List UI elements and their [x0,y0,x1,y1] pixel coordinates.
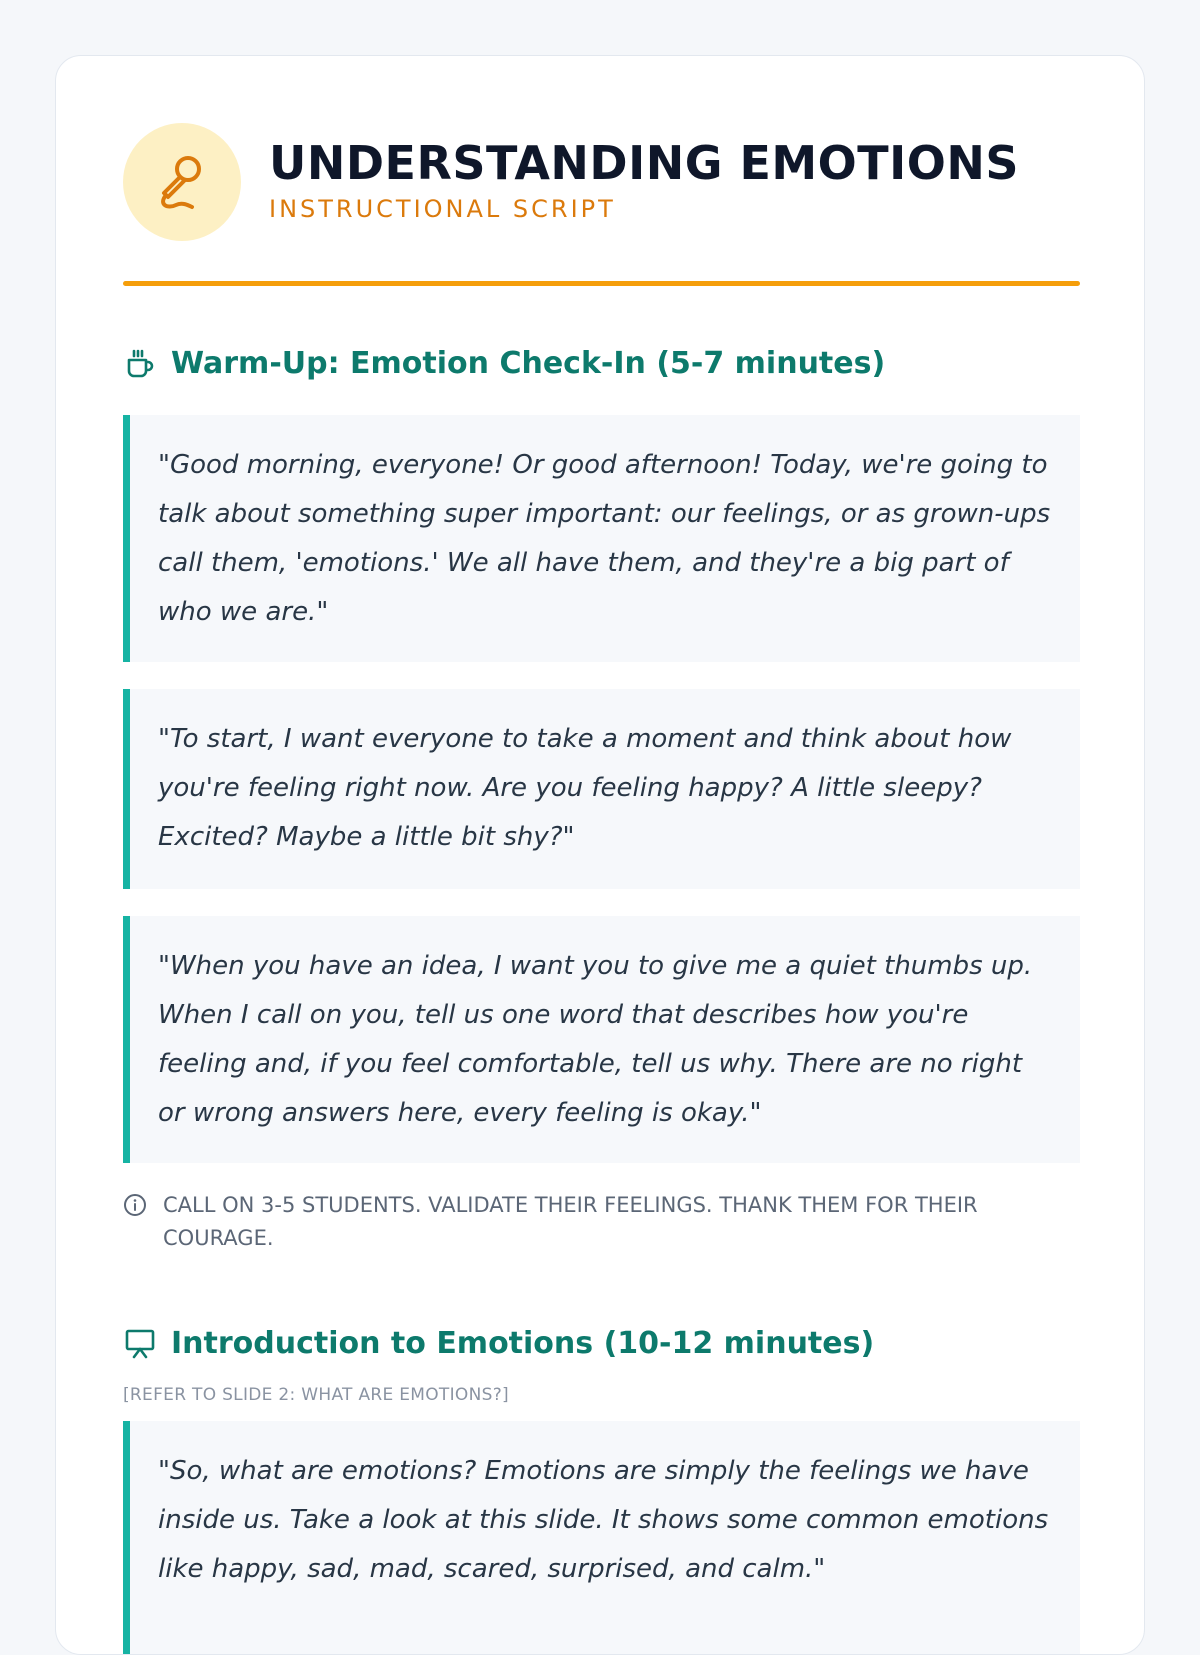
section-heading-text: Warm-Up: Emotion Check-In (5-7 minutes) [171,345,886,381]
section-heading-text: Introduction to Emotions (10-12 minutes) [171,1325,875,1361]
section-heading [123,343,1080,383]
presentation-icon [123,1326,157,1360]
teacher-note-text: CALL ON 3-5 STUDENTS. VALIDATE THEIR FEELINGS. THANK THEM FOR THEIR COURAGE. [163,1193,978,1250]
script-card [55,55,1145,1655]
info-icon [123,1193,147,1217]
section-warm-up [123,343,1080,1255]
page-title: UNDERSTANDING EMOTIONS [269,136,1020,190]
header-badge [123,123,241,241]
script-quote: "So, what are emotions? Emotions are simply the feelings we have inside us. Take a look at this slide. It shows some common emotions like happy, sad, mad, scared, surprised, and calm." [123,1421,1080,1655]
header-divider [123,281,1080,286]
page-subtitle: INSTRUCTIONAL SCRIPT [269,195,616,223]
teacher-note [123,1189,1080,1255]
microphone-icon [154,151,210,213]
coffee-cup-icon [123,346,157,380]
script-quote: "When you have an idea, I want you to give me a quiet thumbs up. When I call on you, tell us one word that describes how you're feeling and, if you feel comfortable, tell us why. There are no right or wrong answers here, every feeling is okay." [123,916,1080,1163]
script-quote: "Good morning, everyone! Or good afternoon! Today, we're going to talk about something super important: our feelings, or as grown-ups call them, 'emotions.' We all have them, and they're a big part of who we are." [123,415,1080,662]
script-quote: "To start, I want everyone to take a moment and think about how you're feeling right now. Are you feeling happy? A little sleepy? Excited? Maybe a little bit shy?" [123,689,1080,889]
slide-reference: [REFER TO SLIDE 2: WHAT ARE EMOTIONS?] [123,1385,509,1405]
header [123,123,1080,241]
section-introduction [123,1323,1080,1655]
section-heading [123,1323,1080,1363]
script-content [123,123,1080,1655]
header-titles [269,136,1019,224]
